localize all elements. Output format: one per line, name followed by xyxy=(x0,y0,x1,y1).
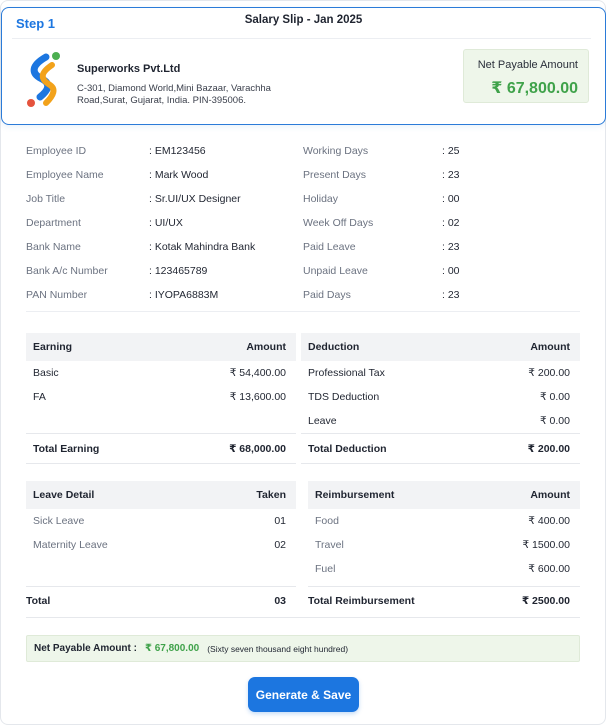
detail-value: : 00 xyxy=(442,265,460,277)
detail-row xyxy=(26,240,255,264)
reimbursement-table xyxy=(308,481,580,581)
detail-label: Present Days xyxy=(303,169,367,181)
row-label: Professional Tax xyxy=(308,367,385,379)
deductions-table xyxy=(301,333,580,464)
detail-value: : 123465789 xyxy=(149,265,208,277)
total-label: Total xyxy=(26,595,51,607)
column-header: Amount xyxy=(530,489,570,501)
row-label: Basic xyxy=(33,367,59,379)
total-value: 03 xyxy=(274,595,286,607)
superworks-logo-icon xyxy=(22,51,64,109)
row-value: ₹ 0.00 xyxy=(539,391,570,403)
row-value: ₹ 1500.00 xyxy=(522,539,570,551)
table-row xyxy=(26,509,296,533)
table-row xyxy=(26,361,296,385)
detail-label: Holiday xyxy=(303,193,339,205)
table-row xyxy=(301,385,580,409)
detail-label: Department xyxy=(26,217,81,229)
detail-value: : 00 xyxy=(442,193,460,205)
net-payable-label: Net Payable Amount xyxy=(477,59,578,71)
detail-value: : 02 xyxy=(442,217,460,229)
detail-row xyxy=(303,264,460,288)
net-payable-value: ₹ 67,800.00 xyxy=(491,80,578,97)
totals-divider xyxy=(26,617,580,618)
detail-label: Working Days xyxy=(303,145,369,157)
reimbursement-total xyxy=(308,588,580,614)
company-name: Superworks Pvt.Ltd xyxy=(77,63,181,75)
row-value: ₹ 13,600.00 xyxy=(229,391,286,403)
detail-row xyxy=(26,264,255,288)
row-value: 02 xyxy=(274,539,286,551)
table-row xyxy=(308,509,580,533)
row-value: ₹ 200.00 xyxy=(528,367,570,379)
detail-row xyxy=(303,192,460,216)
column-header: Leave Detail xyxy=(33,489,95,501)
total-label: Total Earning xyxy=(33,442,100,455)
row-value: ₹ 0.00 xyxy=(539,415,570,427)
detail-row xyxy=(26,288,255,312)
net-payable-bar xyxy=(26,635,580,662)
net-payable-bar-label: Net Payable Amount : xyxy=(34,643,137,654)
detail-value: : Kotak Mahindra Bank xyxy=(149,241,256,253)
detail-row xyxy=(26,144,255,168)
detail-label: Unpaid Leave xyxy=(303,265,368,277)
detail-row xyxy=(303,216,460,240)
table-row xyxy=(301,409,580,433)
row-label: FA xyxy=(33,391,46,403)
column-header: Amount xyxy=(530,341,570,353)
table-header xyxy=(308,481,580,509)
column-header: Taken xyxy=(256,489,286,501)
leave-divider xyxy=(26,586,296,587)
total-label: Total Reimbursement xyxy=(308,595,415,607)
header-divider xyxy=(12,38,591,39)
row-label: Food xyxy=(315,515,339,527)
detail-value: : 23 xyxy=(442,241,460,253)
detail-label: Bank A/c Number xyxy=(26,265,108,277)
table-header xyxy=(26,333,296,361)
details-divider xyxy=(26,311,580,312)
table-header xyxy=(301,333,580,361)
column-header: Earning xyxy=(33,341,73,353)
column-header: Amount xyxy=(246,341,286,353)
leave-table xyxy=(26,481,296,557)
net-payable-box xyxy=(463,49,589,103)
detail-value: : EM123456 xyxy=(149,145,206,157)
detail-label: Paid Days xyxy=(303,289,351,301)
row-value: ₹ 54,400.00 xyxy=(229,367,286,379)
detail-value: : Mark Wood xyxy=(149,169,209,181)
row-value: ₹ 600.00 xyxy=(528,563,570,575)
detail-value: : 23 xyxy=(442,289,460,301)
row-label: TDS Deduction xyxy=(308,391,380,403)
detail-row xyxy=(303,144,460,168)
detail-row xyxy=(303,288,460,312)
row-value: 01 xyxy=(274,515,286,527)
detail-value: : UI/UX xyxy=(149,217,183,229)
table-header xyxy=(26,481,296,509)
table-row xyxy=(26,385,296,409)
detail-label: Job Title xyxy=(26,193,66,205)
row-label: Fuel xyxy=(315,563,336,575)
detail-row xyxy=(26,192,255,216)
detail-label: Paid Leave xyxy=(303,241,356,253)
total-value: ₹ 2500.00 xyxy=(521,595,570,607)
detail-value: : IYOPA6883M xyxy=(149,289,219,301)
header-card xyxy=(1,7,606,125)
generate-save-button[interactable]: Generate & Save xyxy=(248,677,359,712)
detail-label: Bank Name xyxy=(26,241,81,253)
net-payable-bar-amount: ₹ 67,800.00 xyxy=(144,643,200,654)
total-label: Total Deduction xyxy=(308,442,387,455)
detail-value: : 23 xyxy=(442,169,460,181)
detail-row xyxy=(303,168,460,192)
row-label: Sick Leave xyxy=(33,515,85,527)
row-value: ₹ 400.00 xyxy=(528,515,570,527)
net-payable-in-words: (Sixty seven thousand eight hundred) xyxy=(207,643,349,654)
leave-total xyxy=(26,588,296,614)
detail-value: : Sr.UI/UX Designer xyxy=(149,193,241,205)
employee-details-left xyxy=(26,144,255,312)
table-row xyxy=(308,533,580,557)
detail-row xyxy=(303,240,460,264)
employee-details-right xyxy=(303,144,460,312)
company-address: C-301, Diamond World,Mini Bazaar, Varachha Road,Surat, Gujarat, India. PIN-395006. xyxy=(77,83,271,106)
detail-label: PAN Number xyxy=(26,289,88,301)
detail-row xyxy=(26,168,255,192)
table-row-empty xyxy=(26,409,296,433)
table-total xyxy=(26,433,296,464)
detail-value: : 25 xyxy=(442,145,460,157)
detail-label: Employee ID xyxy=(26,145,87,157)
row-label: Leave xyxy=(308,415,337,427)
row-label: Travel xyxy=(315,539,344,551)
column-header: Reimbursement xyxy=(315,489,395,501)
row-label: Maternity Leave xyxy=(33,539,108,551)
table-total xyxy=(301,433,580,464)
column-header: Deduction xyxy=(308,341,360,353)
detail-label: Week Off Days xyxy=(303,217,374,229)
reimbursement-divider xyxy=(308,586,580,587)
detail-row xyxy=(26,216,255,240)
total-value: ₹ 68,000.00 xyxy=(229,442,286,455)
table-row xyxy=(26,533,296,557)
page-title: Salary Slip - Jan 2025 xyxy=(244,14,363,26)
total-value: ₹ 200.00 xyxy=(527,442,570,455)
earnings-table xyxy=(26,333,296,464)
table-row xyxy=(301,361,580,385)
detail-label: Employee Name xyxy=(26,169,104,181)
step-label: Step 1 xyxy=(16,16,56,31)
table-row xyxy=(308,557,580,581)
